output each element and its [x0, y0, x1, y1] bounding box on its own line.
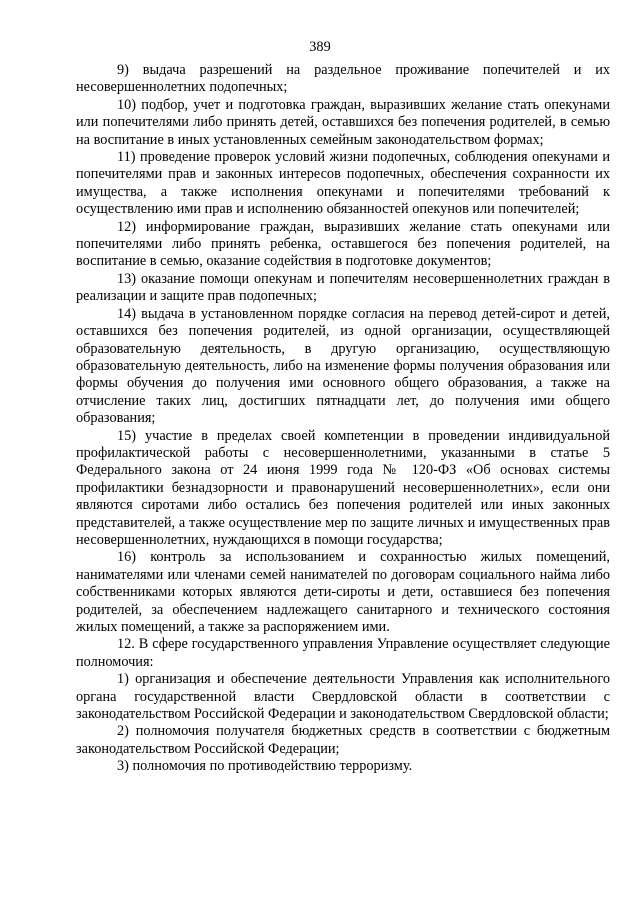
section-12-item-1-paragraph: 1) организация и обеспечение деятельности Управления как исполнительного органа государственной власти Свердловской области в соответствии с законодательством Российской Федерации и законодательством Свердловской области;	[76, 671, 610, 723]
section-12-paragraph: 12. В сфере государственного управления Управление осуществляет следующие полномочия:	[76, 636, 610, 670]
item-13-paragraph: 13) оказание помощи опекунам и попечителям несовершеннолетних граждан в реализации и защите прав подопечных;	[76, 270, 610, 305]
page-number: 389	[309, 39, 331, 55]
item-9-paragraph: 9) выдача разрешений на раздельное проживание попечителей и их несовершеннолетних подопечных;	[76, 62, 610, 96]
item-16-paragraph: 16) контроль за использованием и сохранностью жилых помещений, нанимателями или членами семей нанимателей по договорам социального найма либо собственниками которых являются дети-сироты и дети, оставшиеся без попечения родителей, за обеспечением надлежащего санитарного и технического состояния жилых помещений, а также за распоряжением ими.	[76, 549, 610, 635]
item-11-paragraph: 11) проведение проверок условий жизни подопечных, соблюдения опекунами и попечителями прав и законных интересов подопечных, обеспечения сохранности их имущества, а также исполнения опекунами и попечителями требований к осуществлению ими прав и исполнению обязанностей опекунов или попечителей;	[76, 149, 610, 218]
item-15-paragraph: 15) участие в пределах своей компетенции в проведении индивидуальной профилактической работы с несовершеннолетними, указанными в статье 5 Федерального закона от 24 июня 1999 года № 120-ФЗ «Об основах системы профилактики безнадзорности и правонарушений несовершеннолетних», если они являются сиротами либо остались без попечения родителей или иных законных представителей, а также осуществление мер по защите личных и имущественных прав несовершеннолетних, нуждающихся в помощи государства;	[76, 427, 610, 548]
item-12-paragraph: 12) информирование граждан, выразивших желание стать опекунами или попечителями либо принять ребенка, оставшегося без попечения родителей, на воспитание в семью, оказание содействия в подготовке документов;	[76, 218, 610, 270]
item-14-paragraph: 14) выдача в установленном порядке согласия на перевод детей-сирот и детей, оставшихся без попечения родителей, из одной организации, осуществляющей образовательную деятельность, в другую организацию, осуществляющую образовательную деятельность, либо на изменение формы получения образования или формы обучения до получения ими основного общего образования, а также на отчисление таких лиц, достигших пятнадцати лет, до получения ими общего образования;	[76, 305, 610, 427]
item-10-paragraph: 10) подбор, учет и подготовка граждан, выразивших желание стать опекунами или попечителями либо принять детей, оставшихся без попечения родителей, в семью на воспитание в иных установленных семейным законодательством формах;	[76, 96, 610, 148]
section-12-item-2-paragraph: 2) полномочия получателя бюджетных средств в соответствии с бюджетным законодательством Российской Федерации;	[76, 723, 610, 757]
document-body	[76, 62, 610, 776]
section-12-item-3-paragraph: 3) полномочия по противодействию терроризму.	[117, 758, 413, 775]
